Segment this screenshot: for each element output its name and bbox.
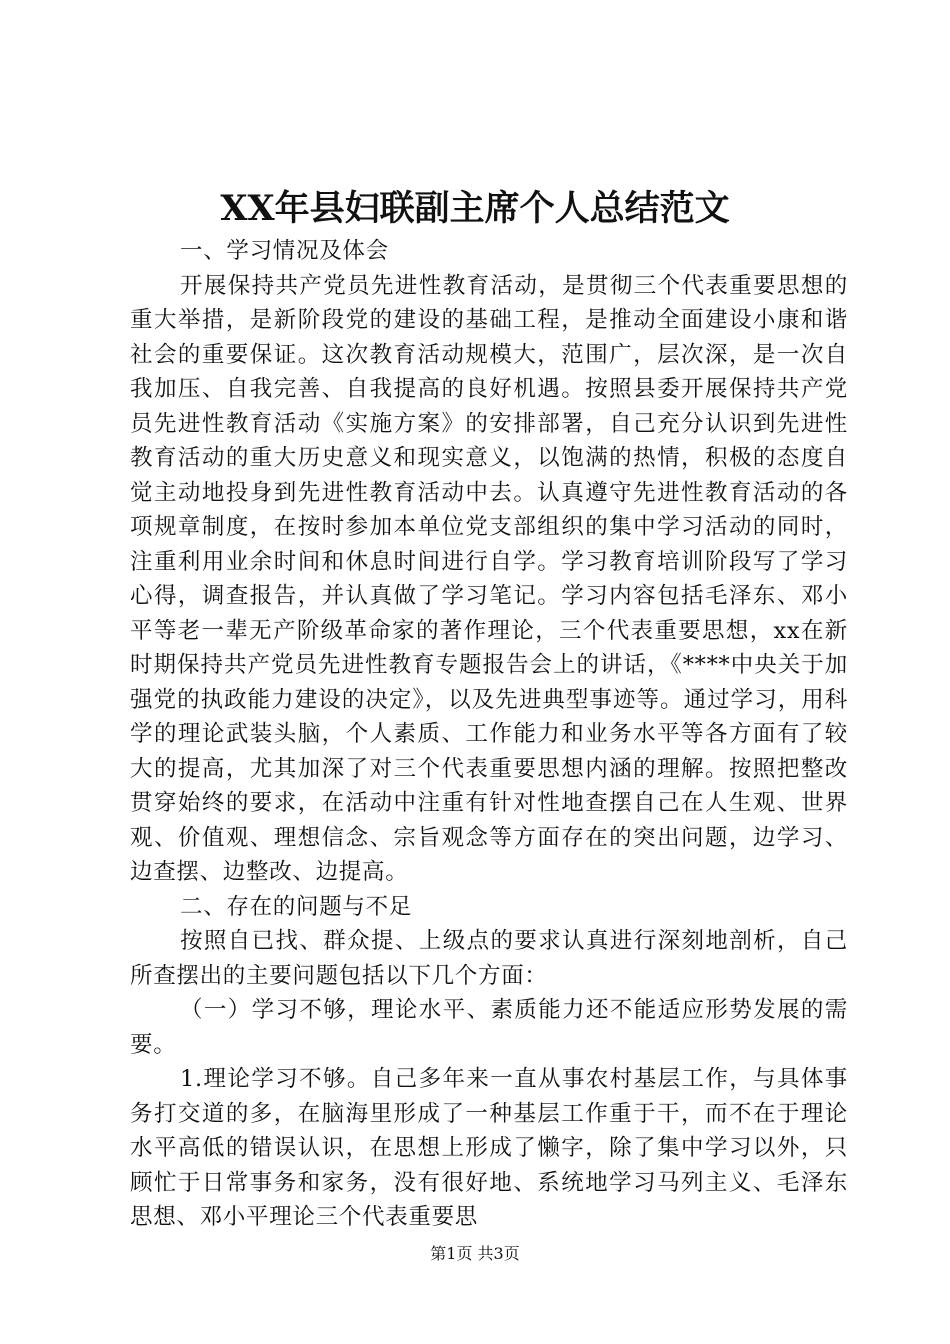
- document-body: [130, 234, 848, 1235]
- paragraph-problems-intro: 按照自已找、群众提、上级点的要求认真进行深刻地剖析，自己所查摆出的主要问题包括以下几个方面：: [130, 928, 848, 989]
- page-footer: 第1页 共3页: [430, 1244, 520, 1263]
- subsection-heading-1: （一）学习不够，理论水平、素质能力还不能适应形势发展的需要。: [130, 997, 848, 1058]
- document-title: XX年县妇联副主席个人总结范文: [220, 188, 730, 229]
- paragraph-theory-study: 1.理论学习不够。自己多年来一直从事农村基层工作，与具体事务打交道的多，在脑海里形成了一种基层工作重于干，而不在于理论水平高低的错误认识，在思想上形成了懒字，除了集中学习以外，只顾忙于日常事务和家务，没有很好地、系统地学习马列主义、毛泽东思想、邓小平理论三个代表重要思: [130, 1066, 848, 1230]
- section-heading-1: 一、学习情况及体会: [180, 238, 389, 264]
- paragraph-study: 开展保持共产党员先进性教育活动，是贯彻三个代表重要思想的重大举措，是新阶段党的建设的基础工程，是推动全面建设小康和谐社会的重要保证。这次教育活动规模大，范围广，层次深，是一次自我加压、自我完善、自我提高的良好机遇。按照县委开展保持共产党员先进性教育活动《实施方案》的安排部署，自己充分认识到先进性教育活动的重大历史意义和现实意义，以饱满的热情，积极的态度自觉主动地投身到先进性教育活动中去。认真遵守先进性教育活动的各项规章制度，在按时参加本单位党支部组织的集中学习活动的同时，注重利用业余时间和休息时间进行自学。学习教育培训阶段写了学习心得，调查报告，并认真做了学习笔记。学习内容包括毛泽东、邓小平等老一辈无产阶级革命家的著作理论，三个代表重要思想，xx在新时期保持共产党员先进性教育专题报告会上的讲话，《****中央关于加强党的执政能力建设的决定》，以及先进典型事迹等。通过学习，用科学的理论武装头脑，个人素质、工作能力和业务水平等各方面有了较大的提高，尤其加深了对三个代表重要思想内涵的理解。按照把整改贯穿始终的要求，在活动中注重有针对性地查摆自己在人生观、世界观、价值观、理想信念、宗旨观念等方面存在的突出问题，边学习、边查摆、边整改、边提高。: [130, 272, 848, 885]
- section-heading-2: 二、存在的问题与不足: [180, 893, 413, 920]
